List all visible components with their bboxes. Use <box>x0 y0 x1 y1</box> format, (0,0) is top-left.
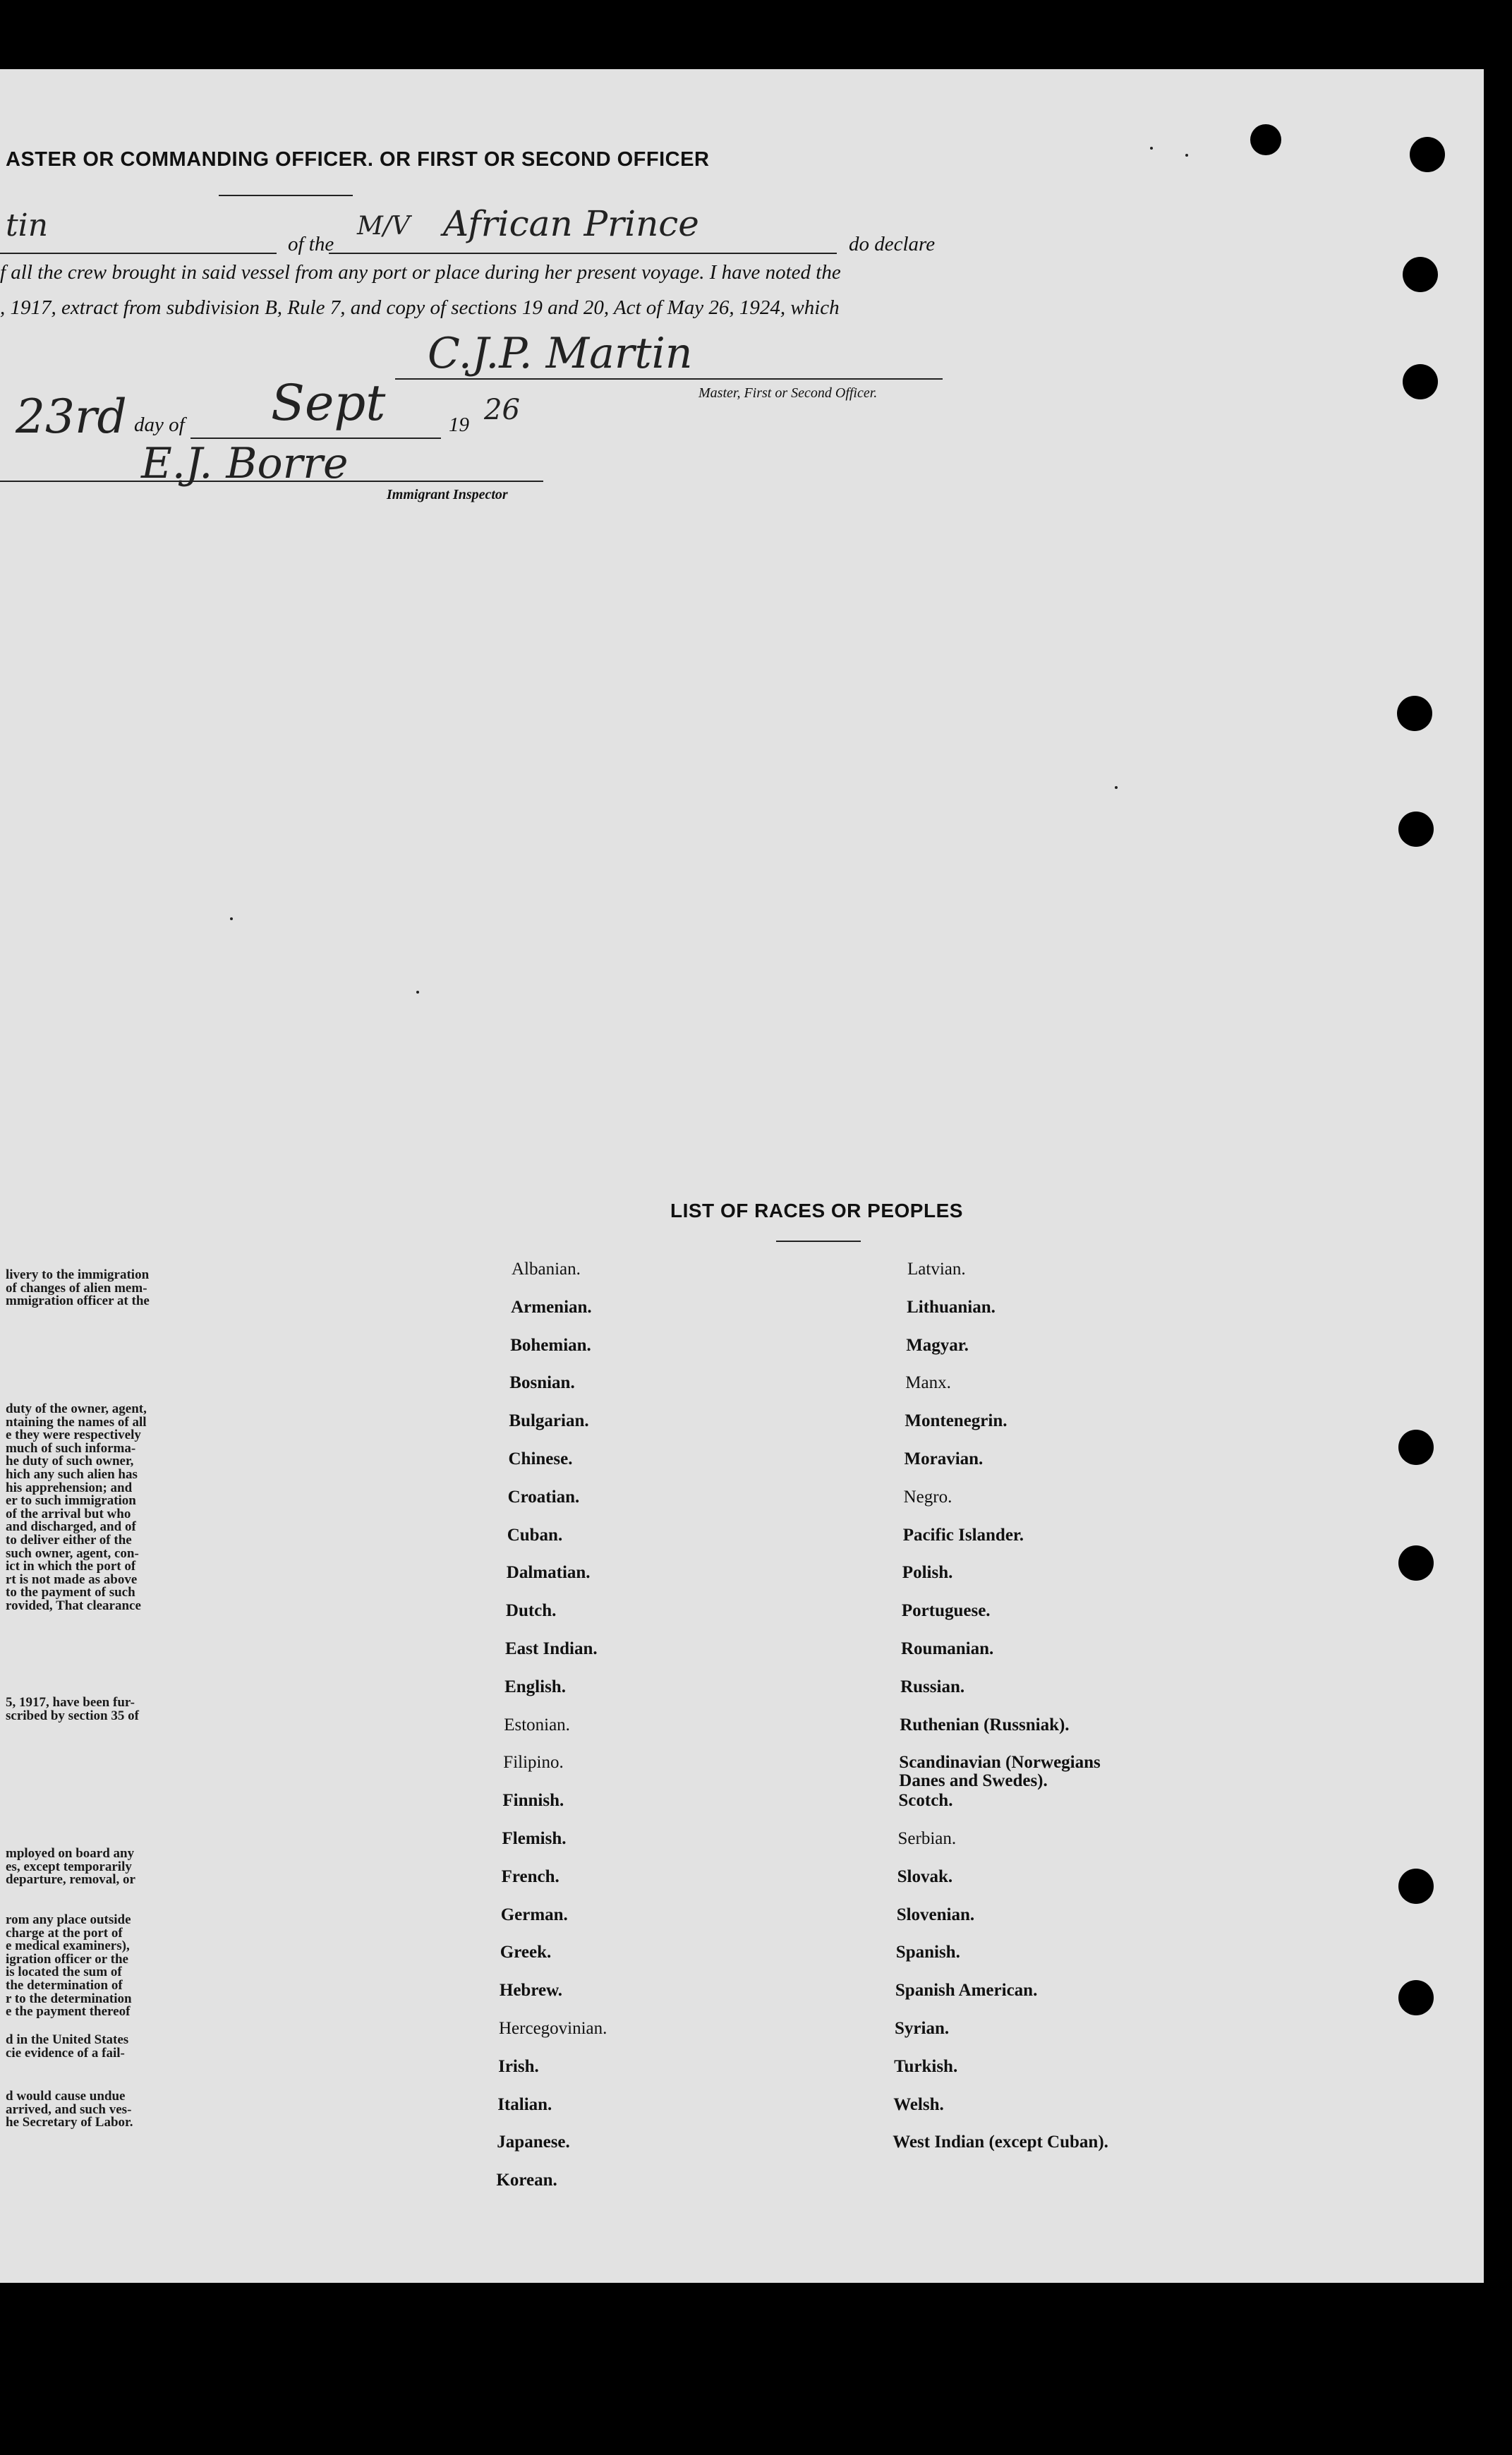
inspector-signature-line <box>0 481 543 482</box>
race-right-item: Manx. <box>905 1373 951 1393</box>
master-signature-line <box>395 378 943 380</box>
margin-fragment-line: scribed by section 35 of <box>6 1708 139 1723</box>
race-right-item: Moravian. <box>904 1449 984 1468</box>
binder-hole <box>1403 257 1438 292</box>
race-right-item: Polish. <box>902 1563 953 1583</box>
race-right-item: Spanish. <box>895 1943 960 1962</box>
race-right-item: Welsh. <box>893 2094 944 2114</box>
margin-fragment-line: his apprehension; and <box>6 1480 133 1495</box>
margin-fragment-line: ntaining the names of all <box>6 1414 147 1430</box>
races-list-title: LIST OF RACES OR PEOPLES <box>670 1200 963 1222</box>
declaration-line-3: , 1917, extract from subdivision B, Rule 7, and copy of sections 19 and 20, Act of May 26, 1924, which <box>0 296 840 319</box>
margin-fragment-line: of changes of alien mem- <box>6 1280 147 1296</box>
race-left-item: German. <box>500 1905 568 1924</box>
officer-heading: ASTER OR COMMANDING OFFICER. OR FIRST OR SECOND OFFICER <box>6 148 710 171</box>
race-right-item: Portuguese. <box>901 1601 991 1621</box>
day-of-text: day of <box>134 414 185 436</box>
race-right-item: Pacific Islander. <box>902 1525 1024 1545</box>
race-right-item: Montenegrin. <box>905 1411 1008 1431</box>
race-right-item: Ruthenian (Russniak). <box>900 1715 1070 1735</box>
speck <box>416 991 419 994</box>
binder-hole <box>1398 812 1434 847</box>
vessel-name-handwritten: African Prince <box>443 203 699 244</box>
race-left-item: Japanese. <box>497 2133 570 2152</box>
margin-fragment-line: and discharged, and of <box>6 1519 136 1535</box>
race-right-item: Latvian. <box>907 1260 966 1279</box>
race-left-item: Bulgarian. <box>509 1411 589 1431</box>
vessel-blank-line <box>329 253 837 254</box>
race-left-item: Chinese. <box>508 1449 573 1468</box>
margin-fragment-line: duty of the owner, agent, <box>6 1401 147 1416</box>
margin-fragment-line: rom any place outside <box>6 1912 131 1927</box>
race-left-item: Bohemian. <box>510 1335 591 1355</box>
race-left-item: Croatian. <box>507 1487 580 1507</box>
margin-fragment-line: such owner, agent, con- <box>6 1545 139 1561</box>
race-right-item: Scandinavian (Norwegians Danes and Swedes). <box>899 1753 1101 1791</box>
speck <box>1115 786 1118 789</box>
race-right-item: Turkish. <box>894 2056 958 2076</box>
race-right-item: Roumanian. <box>901 1639 994 1658</box>
margin-fragment-line: igration officer or the <box>6 1951 128 1967</box>
margin-fragment-line: ict in which the port of <box>6 1559 136 1574</box>
race-left-item: Dalmatian. <box>506 1563 591 1583</box>
race-right-item: Russian. <box>900 1677 965 1696</box>
race-right-item: West Indian (except Cuban). <box>893 2133 1108 2152</box>
margin-fragment-line: d would cause undue <box>6 2089 126 2104</box>
margin-fragment-line: r to the determination <box>6 1991 132 2006</box>
declaration-line-2: f all the crew brought in said vessel from any port or place during her present voyage. I have noted the <box>0 261 841 284</box>
margin-fragment-line: is located the sum of <box>6 1965 122 1980</box>
margin-fragment-line: livery to the immigration <box>6 1267 150 1282</box>
margin-fragment-line: mmigration officer at the <box>6 1293 150 1309</box>
race-left-item: English. <box>504 1677 566 1696</box>
race-right-item: Slovenian. <box>896 1905 975 1924</box>
speck <box>1150 147 1153 150</box>
inspector-signature-handwritten: E.J. Borre <box>141 439 349 488</box>
master-signature-handwritten: C.J.P. Martin <box>428 329 693 378</box>
race-right-item: Spanish American. <box>895 1981 1038 2001</box>
master-name-handwritten: tin <box>6 207 49 243</box>
margin-fragment-line: departure, removal, or <box>6 1872 135 1888</box>
margin-fragment-line: rt is not made as above <box>6 1572 138 1587</box>
race-left-item: Korean. <box>496 2171 557 2190</box>
race-right-item: Scotch. <box>898 1791 953 1811</box>
race-left-item: Hebrew. <box>499 1981 563 2001</box>
race-right-item: Lithuanian. <box>907 1297 996 1317</box>
race-left-item: Armenian. <box>511 1297 592 1317</box>
binder-hole <box>1398 1430 1434 1465</box>
margin-fragment-line: d in the United States <box>6 2032 129 2047</box>
race-left-item: Greek. <box>500 1943 552 1962</box>
binder-hole <box>1398 1980 1434 2015</box>
binder-hole <box>1398 1545 1434 1581</box>
race-left-item: Flemish. <box>502 1829 567 1848</box>
margin-fragment-line: to deliver either of the <box>6 1533 132 1548</box>
year-prefix-text: 19 <box>449 414 469 436</box>
race-right-item: Slovak. <box>897 1866 953 1886</box>
margin-fragment-line: cie evidence of a fail- <box>6 2045 125 2061</box>
margin-fragment-line: he duty of such owner, <box>6 1454 134 1469</box>
margin-fragment-line: of the arrival but who <box>6 1506 131 1521</box>
speck <box>230 917 233 920</box>
margin-fragment-line: much of such informa- <box>6 1440 136 1456</box>
margin-fragment-line: rovided, That clearance <box>6 1598 141 1613</box>
margin-fragment-line: 5, 1917, have been fur- <box>6 1695 135 1710</box>
margin-fragment-line: mployed on board any <box>6 1846 135 1861</box>
race-left-item: Albanian. <box>512 1260 581 1279</box>
margin-fragment-line: e they were respectively <box>6 1428 141 1443</box>
binder-hole <box>1410 137 1445 172</box>
vessel-prefix-handwritten: M/V <box>357 212 410 241</box>
race-left-item: Italian. <box>497 2094 552 2114</box>
race-right-item: Negro. <box>903 1487 952 1507</box>
margin-fragment-line: e the payment thereof <box>6 2004 131 2020</box>
race-left-item: Dutch. <box>505 1601 557 1621</box>
year-handwritten: 26 <box>484 394 520 426</box>
margin-fragment-line: he Secretary of Labor. <box>6 2115 133 2130</box>
inspector-caption: Immigrant Inspector <box>387 487 508 502</box>
margin-fragment-line: the determination of <box>6 1978 123 1993</box>
race-left-item: East Indian. <box>505 1639 598 1658</box>
race-left-item: Estonian. <box>504 1715 570 1735</box>
do-declare-text: do declare <box>849 233 936 255</box>
margin-fragment-line: charge at the port of <box>6 1925 123 1941</box>
margin-fragment-line: es, except temporarily <box>6 1859 132 1874</box>
binder-hole <box>1398 1869 1434 1904</box>
master-caption: Master, First or Second Officer. <box>698 385 878 401</box>
race-left-item: Bosnian. <box>509 1373 575 1393</box>
race-left-item: French. <box>501 1866 560 1886</box>
manifest-page <box>0 69 1484 2283</box>
margin-fragment-line: arrived, and such ves- <box>6 2101 132 2117</box>
race-left-item: Filipino. <box>503 1753 564 1773</box>
margin-fragment-line: e medical examiners), <box>6 1938 130 1954</box>
speck <box>1185 154 1188 157</box>
margin-fragment-line: to the payment of such <box>6 1585 135 1600</box>
name-blank-line <box>0 253 277 254</box>
binder-hole <box>1250 124 1281 155</box>
race-right-item: Magyar. <box>906 1335 969 1355</box>
heading-rule <box>219 195 353 196</box>
month-handwritten: Sept <box>271 374 386 432</box>
binder-hole <box>1397 696 1432 731</box>
race-left-item: Finnish. <box>502 1791 564 1811</box>
binder-hole <box>1403 364 1438 399</box>
race-right-item: Syrian. <box>895 2019 950 2038</box>
margin-fragment-line: hich any such alien has <box>6 1467 138 1482</box>
race-left-item: Cuban. <box>507 1525 563 1545</box>
of-the-text: of the <box>288 233 334 255</box>
race-left-item: Irish. <box>498 2056 539 2076</box>
race-right-item: Serbian. <box>897 1829 957 1848</box>
day-handwritten: 23rd <box>16 390 127 444</box>
races-title-rule <box>776 1241 861 1242</box>
race-left-item: Hercegovinian. <box>499 2019 607 2038</box>
margin-fragment-line: er to such immigration <box>6 1493 136 1509</box>
